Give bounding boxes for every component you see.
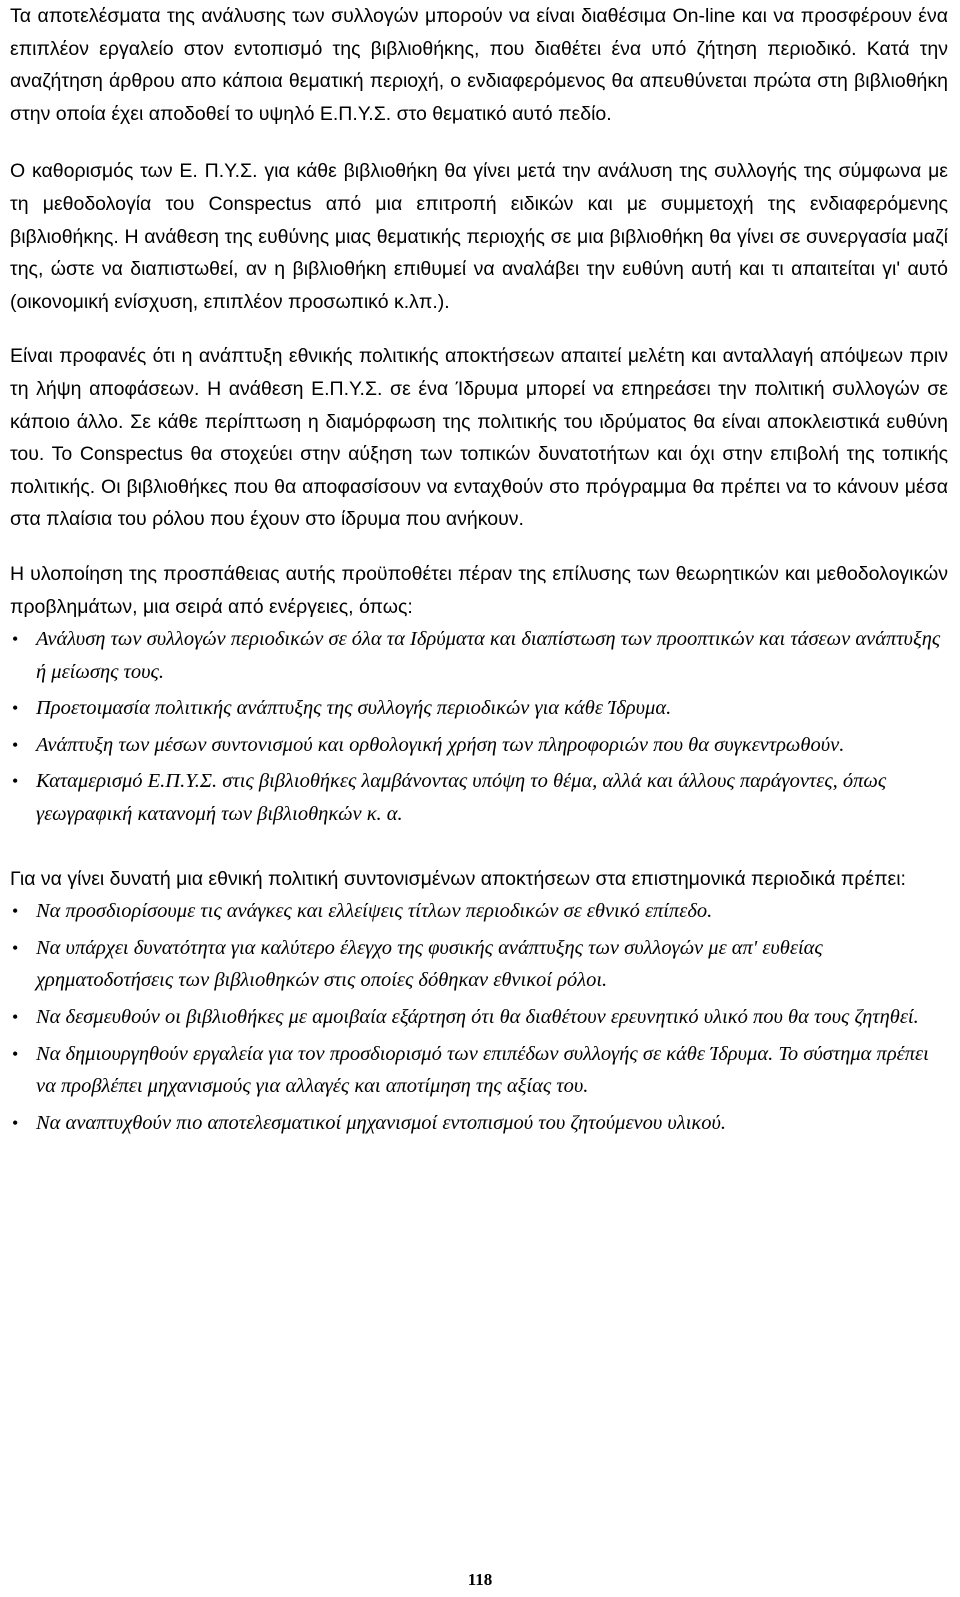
bullet-icon: • [12,698,19,719]
list-item [10,765,948,830]
list-item-text: Να προσδιορίσουμε τις ανάγκες και ελλείψεις τίτλων περιοδικών σε εθνικό επίπεδο. [36,900,713,923]
list-item-text: Ανάπτυξη των μέσων συντονισμού και ορθολογική χρήση των πληροφοριών που θα συγκεντρωθούν. [36,733,845,756]
paragraph-national-policy: Είναι προφανές ότι η ανάπτυξη εθνικής πολιτικής αποκτήσεων απαιτεί μελέτη και ανταλλαγή απόψεων πριν τη λήψη αποφάσεων. Η ανάθεση Ε.Π.Υ.Σ. σε ένα Ίδρυμα μπορεί να επηρεάσει την πολιτική συλλογών σε κάποιο άλλο. Σε κάθε περίπτωση η διαμόρφωση της πολιτικής του ιδρύματος θα είναι αποκλειστικά ευθύνη του. Το Conspectus θα στοχεύει στην αύξηση των τοπικών δυνατοτήτων και όχι στην επιβολή της τοπικής πολιτικής. Οι βιβλιοθήκες που θα αποφασίσουν να ενταχθούν στο πρόγραμμα θα πρέπει να το κάνουν μέσα στα πλαίσια του ρόλου που έχουν στο ίδρυμα που ανήκουν. [10,345,948,531]
page-number: 118 [467,1570,493,1589]
list-item-text: Ανάλυση των συλλογών περιοδικών σε όλα τα Ιδρύματα και διαπίστωση των προοπτικών και τάσεων ανάπτυξης ή μείωσης τους. [36,628,941,683]
list-item [10,895,948,928]
bullet-icon: • [12,901,19,922]
list-item [10,1038,948,1103]
list-item-text: Να αναπτυχθούν πιο αποτελεσματικοί μηχανισμοί εντοπισμού του ζητούμενου υλικού. [36,1111,727,1134]
paragraph-implementation: Η υλοποίηση της προσπάθειας αυτής προϋποθέτει πέραν της επίλυσης των θεωρητικών και μεθοδολογικών προβλημάτων, μια σειρά από ενέργειες, όπως: [10,562,948,618]
paragraph-results-online: Τα αποτελέσματα της ανάλυσης των συλλογών μπορούν να είναι διαθέσιμα On-line και να προσφέρουν ένα επιπλέον εργαλείο στον εντοπισμό της βιβλιοθήκης, που διαθέτει ένα υπό ζήτηση περιοδικό. Κατά την αναζήτηση άρθρου απο κάποια θεματική περιοχή, ο ενδιαφερόμενος θα απευθύνεται πρώτα στη βιβλιοθήκη στην οποία έχει αποδοθεί το υψηλό Ε.Π.Υ.Σ. στο θεματικό αυτό πεδίο. [10,5,948,125]
list-item [10,1001,948,1034]
bullet-icon: • [12,1043,19,1064]
actions-list [10,623,948,831]
list-item [10,729,948,762]
list-item [10,1107,948,1140]
paragraph-requirements-intro: Για να γίνει δυνατή μια εθνική πολιτική συντονισμένων αποκτήσεων στα επιστημονικά περιοδικά πρέπει: [10,867,906,890]
bullet-icon: • [12,1007,19,1028]
bullet-icon: • [12,734,19,755]
list-item [10,623,948,688]
list-item [10,692,948,725]
bullet-icon: • [12,629,19,650]
requirements-list [10,895,948,1139]
list-item-text: Προετοιμασία πολιτικής ανάπτυξης της συλλογής περιοδικών για κάθε Ίδρυμα. [36,697,672,720]
bullet-icon: • [12,771,19,792]
list-item-text: Να υπάρχει δυνατότητα για καλύτερο έλεγχο της φυσικής ανάπτυξης των συλλογών με απ' ευθείας χρηματοδοτήσεις των βιβλιοθηκών στις οποίες δόθηκαν εθνικοί ρόλοι. [36,936,823,992]
paragraph-conspectus-definition: Ο καθορισμός των Ε. Π.Υ.Σ. για κάθε βιβλιοθήκη θα γίνει μετά την ανάλυση της συλλογής της σύμφωνα με τη μεθοδολογία του Conspectus από μια επιτροπή ειδικών και με συμμετοχή της ενδιαφερόμενης βιβλιοθήκης. Η ανάθεση της ευθύνης μιας θεματικής περιοχής σε μια βιβλιοθήκη θα γίνει σε συνεργασία μαζί της, ώστε να διαπιστωθεί, αν η βιβλιοθήκη επιθυμεί να αναλάβει την ευθύνη αυτή και τι απαιτείται γι' αυτό (οικονομική ενίσχυση, επιπλέον προσωπικό κ.λπ.). [10,160,948,313]
bullet-icon: • [12,1112,19,1133]
list-item-text: Να δεσμευθούν οι βιβλιοθήκες με αμοιβαία εξάρτηση ότι θα διαθέτουν ερευνητικό υλικό που θα τους ζητηθεί. [36,1006,919,1029]
bullet-icon: • [12,937,19,958]
list-item-text: Καταμερισμό Ε.Π.Υ.Σ. στις βιβλιοθήκες λαμβάνοντας υπόψη το θέμα, αλλά και άλλους παράγοντες, όπως γεωγραφική κατανομή των βιβλιοθηκών κ. α. [36,770,887,826]
list-item [10,932,948,997]
list-item-text: Να δημιουργηθούν εργαλεία για τον προσδιορισμό των επιπέδων συλλογής σε κάθε Ίδρυμα. Το σύστημα πρέπει να προβλέπει μηχανισμούς για αλλαγές και αποτίμηση της αξίας του. [36,1042,929,1098]
